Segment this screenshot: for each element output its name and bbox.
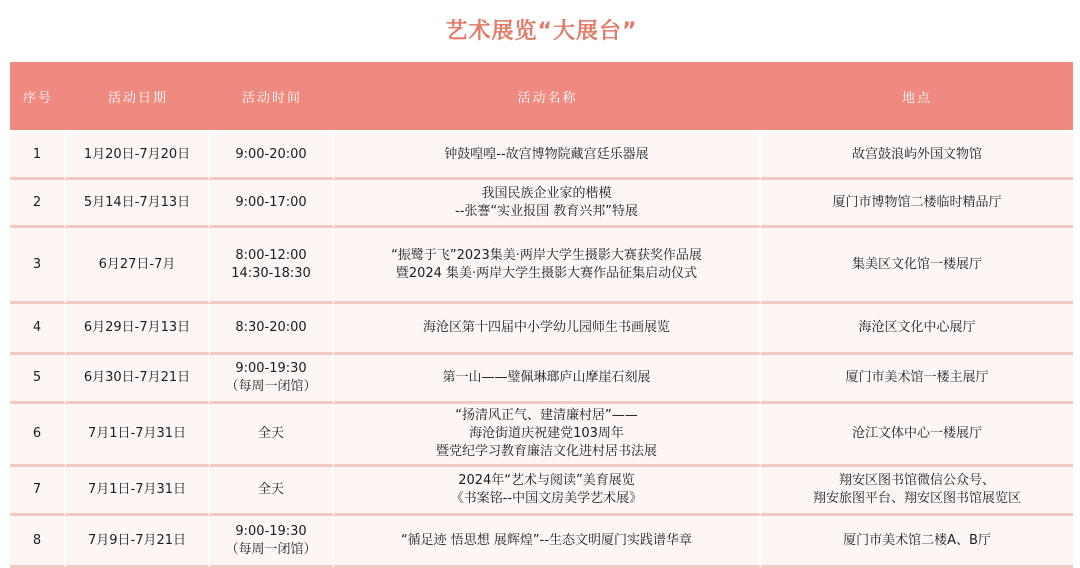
- column-header-time: 活动时间: [210, 62, 334, 130]
- cell-time-line: 9:00-19:30: [235, 361, 307, 376]
- cell-no: 8: [10, 516, 66, 568]
- cell-time-line: （每周一闭馆）: [225, 379, 317, 394]
- table-row: [10, 133, 1073, 180]
- column-header-place: 地点: [761, 62, 1073, 130]
- cell-date: 1月20日-7月20日: [66, 133, 210, 180]
- cell-time-line: 9:00-20:00: [235, 147, 307, 162]
- cell-place: [761, 467, 1073, 516]
- cell-name-line: “扬清风正气、建清廉村居”——: [455, 408, 638, 423]
- cell-time-line: （每周一闭馆）: [225, 541, 317, 557]
- cell-name: [334, 133, 761, 180]
- table-row: [10, 404, 1073, 467]
- cell-name-line: 《书案铭--中国文房美学艺术展》: [450, 491, 643, 506]
- cell-time: [210, 180, 334, 228]
- cell-time-line: 全天: [257, 426, 284, 441]
- cell-name-line: 暨2024 集美·两岸大学生摄影大赛作品征集启动仪式: [395, 265, 698, 281]
- cell-date: 7月1日-7月31日: [66, 467, 210, 516]
- cell-name-line: “循足迹 悟思想 展辉煌”--生态文明厦门实践谱华章: [400, 532, 693, 548]
- cell-date: 6月27日-7月: [66, 228, 210, 304]
- cell-name: [334, 355, 761, 404]
- cell-place: [761, 228, 1073, 304]
- cell-no: 1: [10, 133, 66, 180]
- cell-time-line: 8:00-12:00: [235, 247, 307, 263]
- cell-name-line: 我国民族企业家的楷模: [481, 185, 612, 201]
- cell-no: 5: [10, 355, 66, 404]
- cell-no: 6: [10, 404, 66, 467]
- schedule-card: [10, 0, 1073, 563]
- cell-time: [210, 404, 334, 467]
- cell-name-line: 暨党纪学习教育廉洁文化进村居书法展: [435, 444, 657, 459]
- cell-place-line: 厦门市美术馆二楼A、B厅: [843, 532, 991, 548]
- cell-time-line: 9:00-17:00: [235, 194, 307, 210]
- table-body: [10, 130, 1073, 568]
- cell-name: [334, 228, 761, 304]
- cell-place: [761, 304, 1073, 355]
- cell-no: 4: [10, 304, 66, 355]
- cell-time: [210, 516, 334, 568]
- cell-name-line: “振鹭于飞”2023集美·两岸大学生摄影大赛获奖作品展: [391, 247, 702, 263]
- cell-date: 7月1日-7月31日: [66, 404, 210, 467]
- cell-date: 6月30日-7月21日: [66, 355, 210, 404]
- column-header-name: 活动名称: [334, 62, 761, 130]
- cell-place: [761, 355, 1073, 404]
- cell-name-line: 第一山——璧佩琳瑯庐山摩崖石刻展: [442, 370, 651, 385]
- cell-no: 2: [10, 180, 66, 228]
- cell-no: 3: [10, 228, 66, 304]
- cell-time: [210, 133, 334, 180]
- table-header-row: [10, 62, 1073, 130]
- cell-name: [334, 304, 761, 355]
- cell-place-line: 故宫鼓浪屿外国文物馆: [851, 147, 982, 162]
- cell-place: [761, 180, 1073, 228]
- cell-place: [761, 133, 1073, 180]
- table-row: [10, 516, 1073, 568]
- cell-date: 6月29日-7月13日: [66, 304, 210, 355]
- cell-place-line: 海沧区文化中心展厅: [858, 320, 976, 335]
- cell-place-line: 集美区文化馆一楼展厅: [851, 256, 982, 272]
- cell-name-line: 海沧区第十四届中小学幼儿园师生书画展览: [422, 320, 670, 335]
- table-row: [10, 355, 1073, 404]
- cell-place-line: 厦门市美术馆一楼主展厅: [845, 370, 989, 385]
- cell-time-line: 全天: [257, 482, 284, 497]
- cell-name-line: 钟鼓喤喤--故宫博物院藏宫廷乐器展: [444, 147, 649, 162]
- table-row: [10, 180, 1073, 228]
- cell-name: [334, 516, 761, 568]
- table-row: [10, 304, 1073, 355]
- cell-time: [210, 467, 334, 516]
- cell-time: [210, 355, 334, 404]
- cell-no: 7: [10, 467, 66, 516]
- cell-place: [761, 404, 1073, 467]
- cell-place: [761, 516, 1073, 568]
- cell-name: [334, 404, 761, 467]
- cell-place-line: 沧江文体中心一楼展厅: [851, 426, 982, 441]
- cell-name: [334, 180, 761, 228]
- column-header-date: 活动日期: [66, 62, 210, 130]
- cell-place-line: 厦门市博物馆二楼临时精品厅: [832, 194, 1002, 210]
- cell-place-line: 翔安旅图平台、翔安区图书馆展览区: [812, 491, 1021, 506]
- cell-time-line: 8:30-20:00: [235, 320, 307, 335]
- cell-date: 5月14日-7月13日: [66, 180, 210, 228]
- cell-name-line: --张謇“实业报国 教育兴邦”特展: [455, 203, 638, 219]
- cell-time: [210, 228, 334, 304]
- column-header-no: 序号: [10, 62, 66, 130]
- cell-time-line: 14:30-18:30: [231, 265, 311, 281]
- page-title: 艺术展览“大展台”: [445, 19, 638, 44]
- cell-name-line: 2024年“艺术与阅读”美育展览: [458, 473, 635, 488]
- cell-date: 7月9日-7月21日: [66, 516, 210, 568]
- exhibition-table: [10, 62, 1073, 568]
- table-row: [10, 228, 1073, 304]
- cell-name-line: 海沧街道庆祝建党103周年: [469, 426, 624, 441]
- cell-name: [334, 467, 761, 516]
- table-row: [10, 467, 1073, 516]
- cell-time: [210, 304, 334, 355]
- cell-place-line: 翔安区图书馆微信公众号、: [838, 473, 995, 488]
- cell-time-line: 9:00-19:30: [235, 523, 307, 539]
